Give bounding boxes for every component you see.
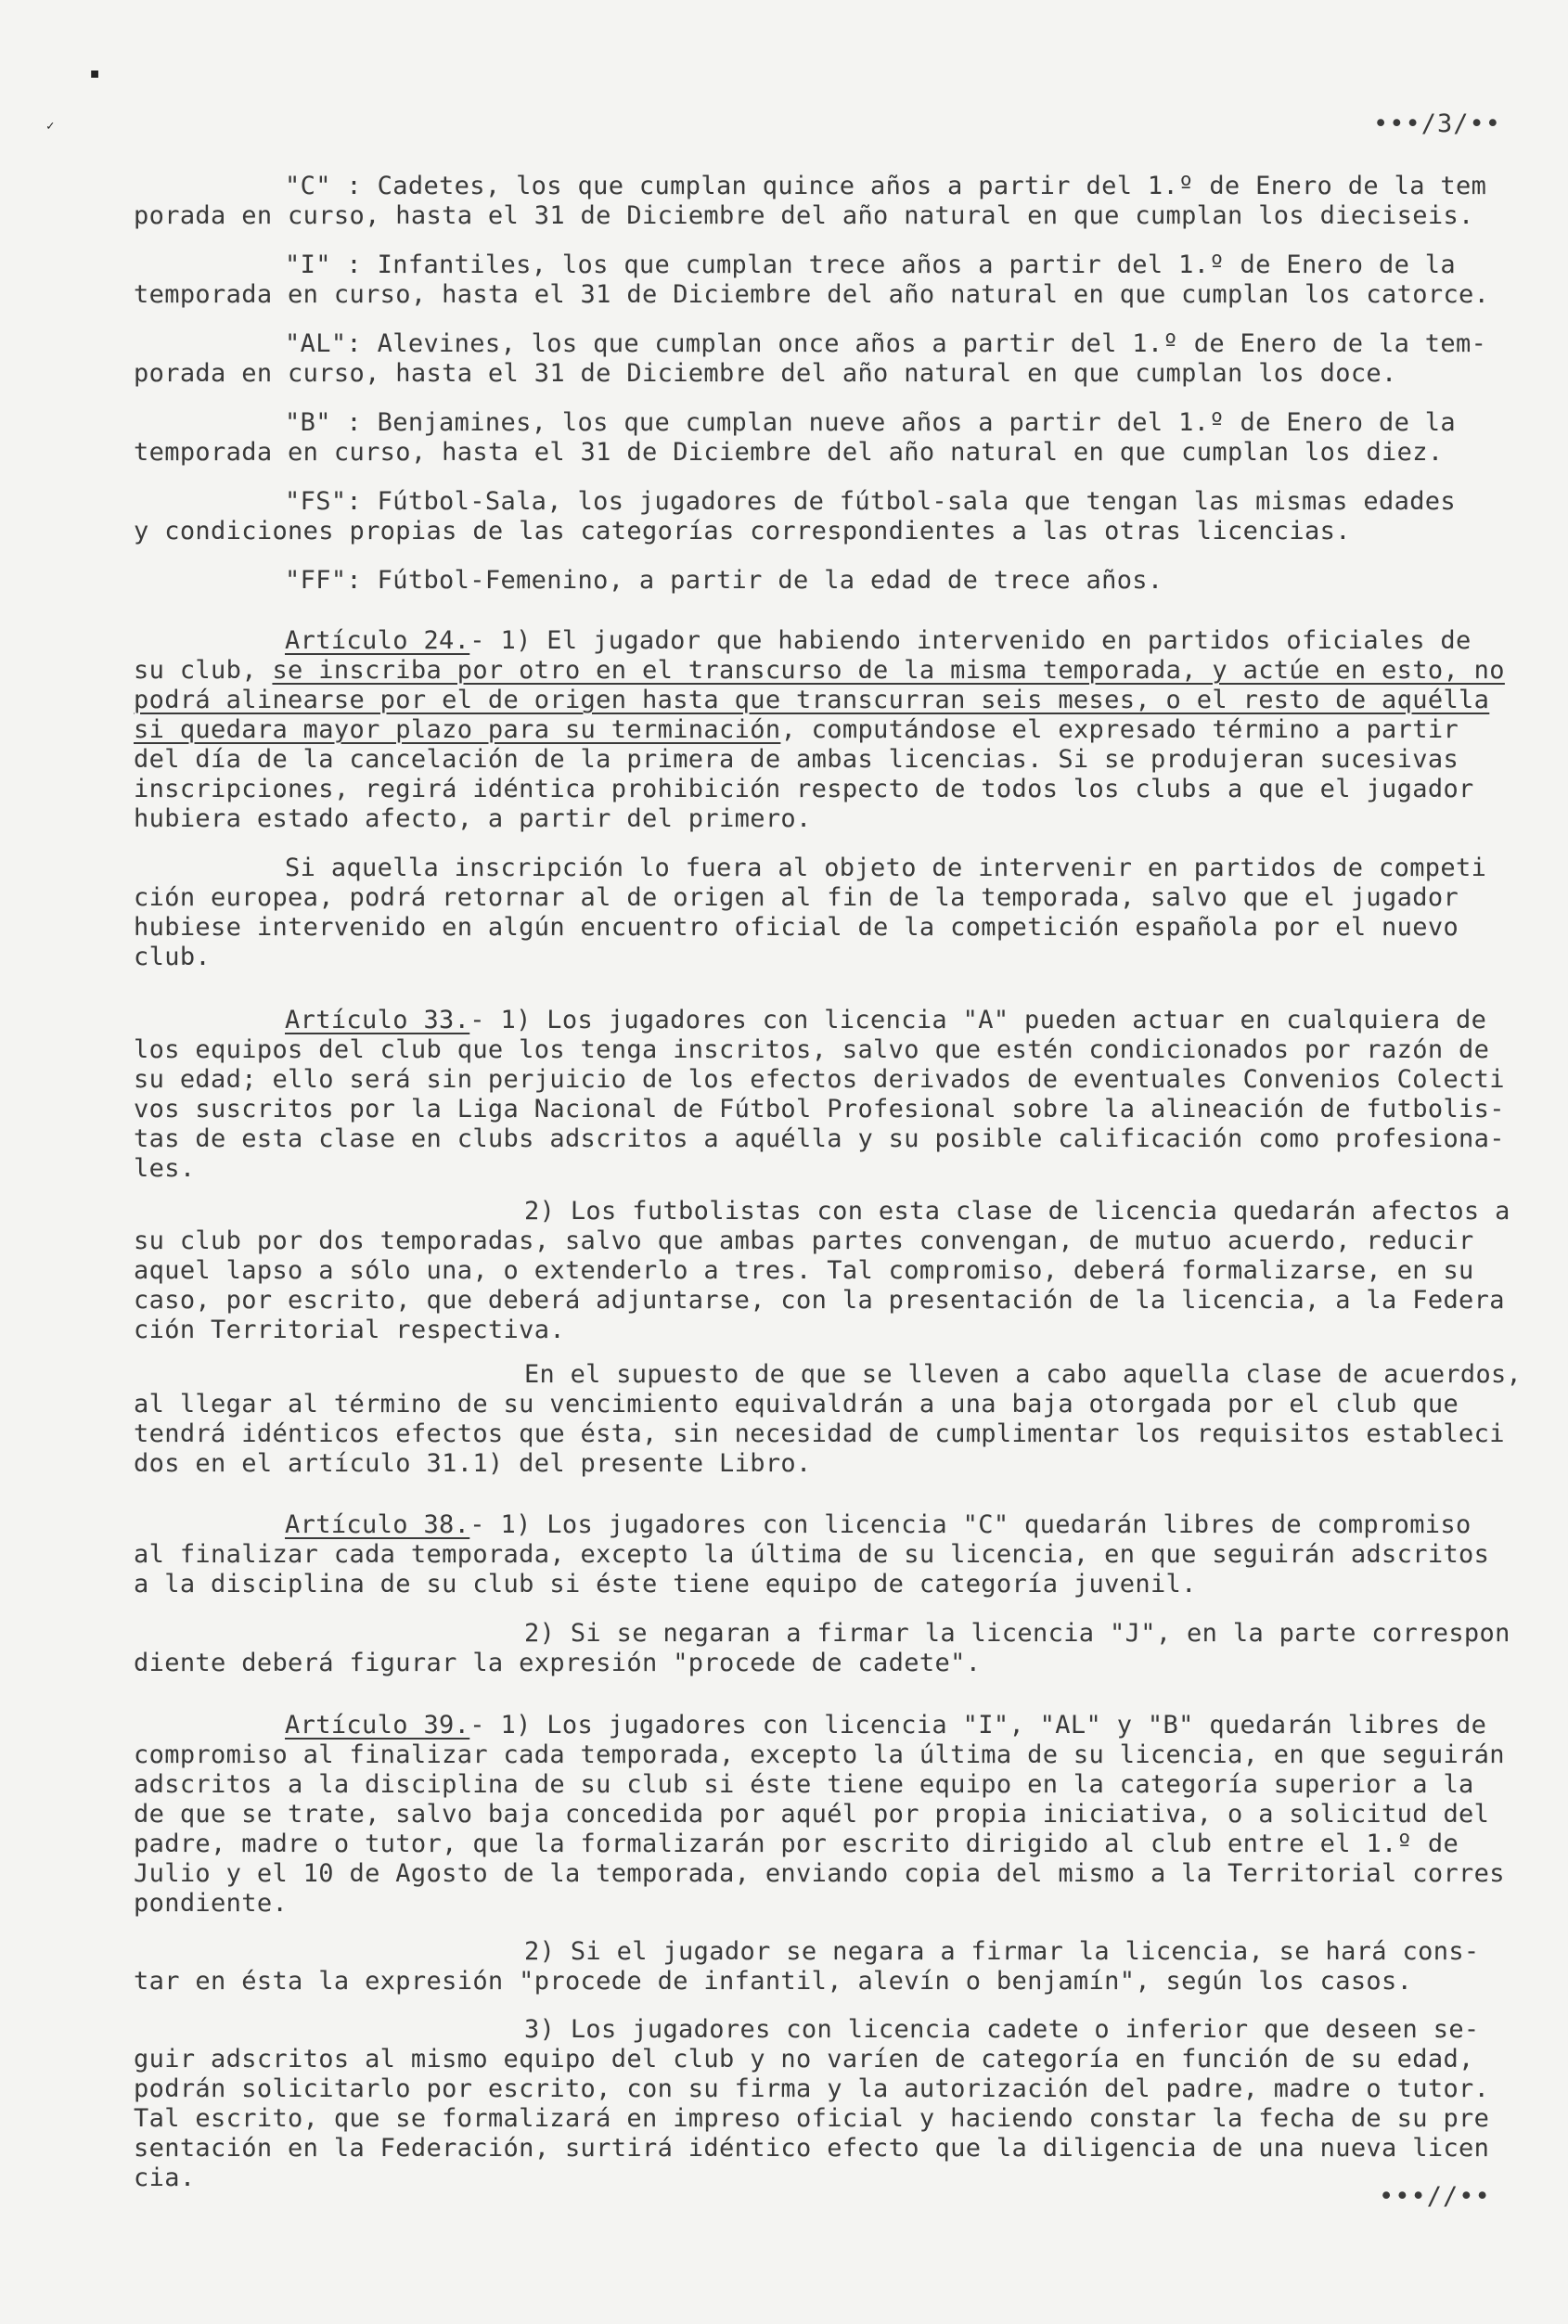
text-line <box>285 566 1522 596</box>
text-line <box>134 1740 1522 1770</box>
text-line <box>134 1859 1522 1889</box>
binding-hole-mark: ▪ <box>89 61 101 83</box>
line-text: temporada en curso, hasta el 31 de Diciembre del año natural en que cumplan los diez. <box>134 438 1444 467</box>
line-text: "C" : Cadetes, los que cumplan quince años a partir del 1.º de Enero de la tem <box>285 172 1487 200</box>
text-line <box>285 626 1522 656</box>
line-text: 2) Si se negaran a firmar la licencia "J", en la parte correspon <box>524 1619 1510 1648</box>
line-text: guir adscritos al mismo equipo del club y no varíen de categoría en función de su edad, <box>134 2045 1474 2074</box>
line-text: de que se trate, salvo baja concedida por aquél por propia iniciativa, o a solicitud del <box>134 1800 1490 1829</box>
line-text: pondiente. <box>134 1889 289 1918</box>
text-line <box>134 686 1522 715</box>
text-line <box>134 1770 1522 1800</box>
underlined-text: Artículo 38. <box>285 1510 470 1539</box>
line-text: - 1) Los jugadores con licencia "A" pueden actuar en cualquiera de <box>469 1006 1487 1034</box>
line-text: los equipos del club que los tenga inscritos, salvo que estén condicionados por razón de <box>134 1035 1490 1064</box>
continuation-marker: •••//•• <box>1379 2182 1491 2211</box>
text-line <box>285 172 1522 201</box>
line-text: tendrá idénticos efectos que ésta, sin necesidad de cumplimentar los requisitos estableci <box>134 1419 1505 1448</box>
underlined-text: si quedara mayor plazo para su terminación <box>134 715 781 744</box>
line-text: "FS": Fútbol-Sala, los jugadores de fútbol-sala que tengan las mismas edades <box>285 487 1457 516</box>
line-text: su club por dos temporadas, salvo que ambas partes convengan, de mutuo acuerdo, reducir <box>134 1226 1474 1255</box>
text-line <box>134 775 1522 804</box>
underlined-text: podrá alinearse por el de origen hasta que transcurran seis meses, o el resto de aquélla <box>134 686 1490 714</box>
text-line <box>134 804 1522 834</box>
line-text: ción Territorial respectiva. <box>134 1316 565 1344</box>
line-text: porada en curso, hasta el 31 de Diciembre del año natural en que cumplan los dieciseis. <box>134 201 1474 230</box>
underlined-text: Artículo 39. <box>285 1711 470 1740</box>
line-text: "B" : Benjamines, los que cumplan nueve años a partir del 1.º de Enero de la <box>285 408 1457 437</box>
text-line <box>134 1035 1522 1065</box>
line-text: hubiera estado afecto, a partir del primero. <box>134 804 812 833</box>
line-text: su edad; ello será sin perjuicio de los efectos derivados de eventuales Convenios Colecti <box>134 1065 1505 1094</box>
line-text: sentación en la Federación, surtirá idéntico efecto que la diligencia de una nueva licen <box>134 2134 1490 2163</box>
text-line <box>134 1124 1522 1154</box>
line-text: al llegar al término de su vencimiento equivaldrán a una baja otorgada por el club que <box>134 1390 1459 1419</box>
text-line <box>285 487 1522 517</box>
line-text: porada en curso, hasta el 31 de Diciembre del año natural en que cumplan los doce. <box>134 359 1397 388</box>
text-line <box>524 1197 1522 1226</box>
text-line <box>134 280 1522 310</box>
text-line <box>134 943 1522 972</box>
line-text: 2) Si el jugador se negara a firmar la licencia, se hará cons- <box>524 1937 1480 1966</box>
text-line <box>134 1830 1522 1859</box>
text-line <box>134 1316 1522 1345</box>
text-line <box>134 1570 1522 1599</box>
line-text: club. <box>134 943 212 971</box>
text-line <box>134 1649 1522 1678</box>
text-line <box>134 2104 1522 2134</box>
line-text: 2) Los futbolistas con esta clase de licencia quedarán afectos a <box>524 1197 1510 1226</box>
text-line <box>134 2164 1522 2193</box>
text-line <box>134 1449 1522 1479</box>
line-text: aquel lapso a sólo una, o extenderlo a tres. Tal compromiso, deberá formalizarse, en su <box>134 1256 1474 1285</box>
line-text: tas de esta clase en clubs adscritos a aquélla y su posible calificación como profesiona- <box>134 1124 1505 1153</box>
text-line <box>285 854 1522 883</box>
line-text: cia. <box>134 2164 196 2192</box>
line-text: "AL": Alevines, los que cumplan once años a partir del 1.º de Enero de la tem- <box>285 329 1487 358</box>
line-text: dos en el artículo 31.1) del presente Libro. <box>134 1449 812 1478</box>
text-line <box>134 913 1522 943</box>
text-line <box>134 1154 1522 1184</box>
line-text: temporada en curso, hasta el 31 de Diciembre del año natural en que cumplan los catorce. <box>134 280 1490 309</box>
text-line <box>134 1800 1522 1830</box>
text-line <box>285 1711 1522 1740</box>
underlined-text: se inscriba por otro en el transcurso de la misma temporada, y actúe en esto, no <box>272 656 1505 685</box>
line-text: diente deberá figurar la expresión "procede de cadete". <box>134 1649 982 1677</box>
text-line <box>134 715 1522 745</box>
text-line <box>134 2045 1522 2074</box>
line-text: al finalizar cada temporada, excepto la última de su licencia, en que seguirán adscritos <box>134 1540 1490 1569</box>
text-line <box>134 438 1522 468</box>
text-line <box>134 1390 1522 1419</box>
text-line <box>134 2134 1522 2164</box>
line-text: "FF": Fútbol-Femenino, a partir de la edad de trece años. <box>285 566 1163 595</box>
line-text: - 1) Los jugadores con licencia "C" quedarán libres de compromiso <box>469 1510 1472 1539</box>
line-text: inscripciones, regirá idéntica prohibición respecto de todos los clubs a que el jugador <box>134 775 1474 803</box>
text-line <box>285 250 1522 280</box>
text-line <box>524 1360 1522 1390</box>
line-text: su club, <box>134 656 273 685</box>
line-text: tar en ésta la expresión "procede de infantil, alevín o benjamín", según los casos. <box>134 1967 1413 1996</box>
text-line <box>134 1065 1522 1095</box>
text-line <box>134 1286 1522 1316</box>
underlined-text: Artículo 24. <box>285 626 470 655</box>
underlined-text: Artículo 33. <box>285 1006 470 1034</box>
text-line <box>134 1967 1522 1997</box>
text-line <box>134 2074 1522 2104</box>
line-text: podrán solicitarlo por escrito, con su firma y la autorización del padre, madre o tutor. <box>134 2074 1490 2103</box>
line-text: compromiso al finalizar cada temporada, excepto la última de su licencia, en que seguirán <box>134 1740 1505 1769</box>
text-line <box>134 1889 1522 1919</box>
line-text: y condiciones propias de las categorías correspondientes a las otras licencias. <box>134 517 1351 546</box>
text-line <box>134 1095 1522 1124</box>
text-line <box>134 1256 1522 1286</box>
line-text: les. <box>134 1154 196 1183</box>
text-line <box>134 656 1522 686</box>
text-line <box>134 1419 1522 1449</box>
line-text: 3) Los jugadores con licencia cadete o inferior que deseen se- <box>524 2015 1480 2044</box>
text-line <box>524 1619 1522 1649</box>
line-text: "I" : Infantiles, los que cumplan trece años a partir del 1.º de Enero de la <box>285 250 1457 279</box>
line-text: hubiese intervenido en algún encuentro oficial de la competición española por el nuevo <box>134 913 1459 942</box>
text-line <box>524 2015 1522 2045</box>
text-line <box>134 517 1522 546</box>
line-text: Julio y el 10 de Agosto de la temporada, enviando copia del mismo a la Territorial corres <box>134 1859 1505 1888</box>
line-text: - 1) El jugador que habiendo intervenido en partidos oficiales de <box>469 626 1472 655</box>
text-line <box>134 1540 1522 1570</box>
text-line <box>134 745 1522 775</box>
line-text: ción europea, podrá retornar al de origen al fin de la temporada, salvo que el jugador <box>134 883 1459 912</box>
text-line <box>285 329 1522 359</box>
line-text: , computándose el expresado término a partir <box>780 715 1459 744</box>
line-text: del día de la cancelación de la primera de ambas licencias. Si se produjeran sucesivas <box>134 745 1459 774</box>
text-line <box>285 408 1522 438</box>
line-text: a la disciplina de su club si éste tiene equipo de categoría juvenil. <box>134 1570 1197 1599</box>
line-text: Si aquella inscripción lo fuera al objeto de intervenir en partidos de competi <box>285 854 1487 882</box>
binding-hole-mark: ✓ <box>46 119 55 134</box>
line-text: En el supuesto de que se lleven a cabo aquella clase de acuerdos, <box>524 1360 1523 1389</box>
text-line <box>134 883 1522 913</box>
text-line <box>134 201 1522 231</box>
text-line <box>285 1006 1522 1035</box>
text-line <box>285 1510 1522 1540</box>
line-text: padre, madre o tutor, que la formalizarán por escrito dirigido al club entre el 1.º de <box>134 1830 1459 1858</box>
line-text: caso, por escrito, que deberá adjuntarse, con la presentación de la licencia, a la Federa <box>134 1286 1505 1315</box>
text-line <box>134 1226 1522 1256</box>
line-text: adscritos a la disciplina de su club si éste tiene equipo en la categoría superior a la <box>134 1770 1474 1799</box>
line-text: - 1) Los jugadores con licencia "I", "AL" y "B" quedarán libres de <box>469 1711 1487 1740</box>
page-number-marker: •••/3/•• <box>1373 109 1502 138</box>
line-text: vos suscritos por la Liga Nacional de Fútbol Profesional sobre la alineación de futbolis- <box>134 1095 1505 1123</box>
text-line <box>524 1937 1522 1967</box>
line-text: Tal escrito, que se formalizará en impreso oficial y haciendo constar la fecha de su pre <box>134 2104 1490 2133</box>
text-line <box>134 359 1522 389</box>
